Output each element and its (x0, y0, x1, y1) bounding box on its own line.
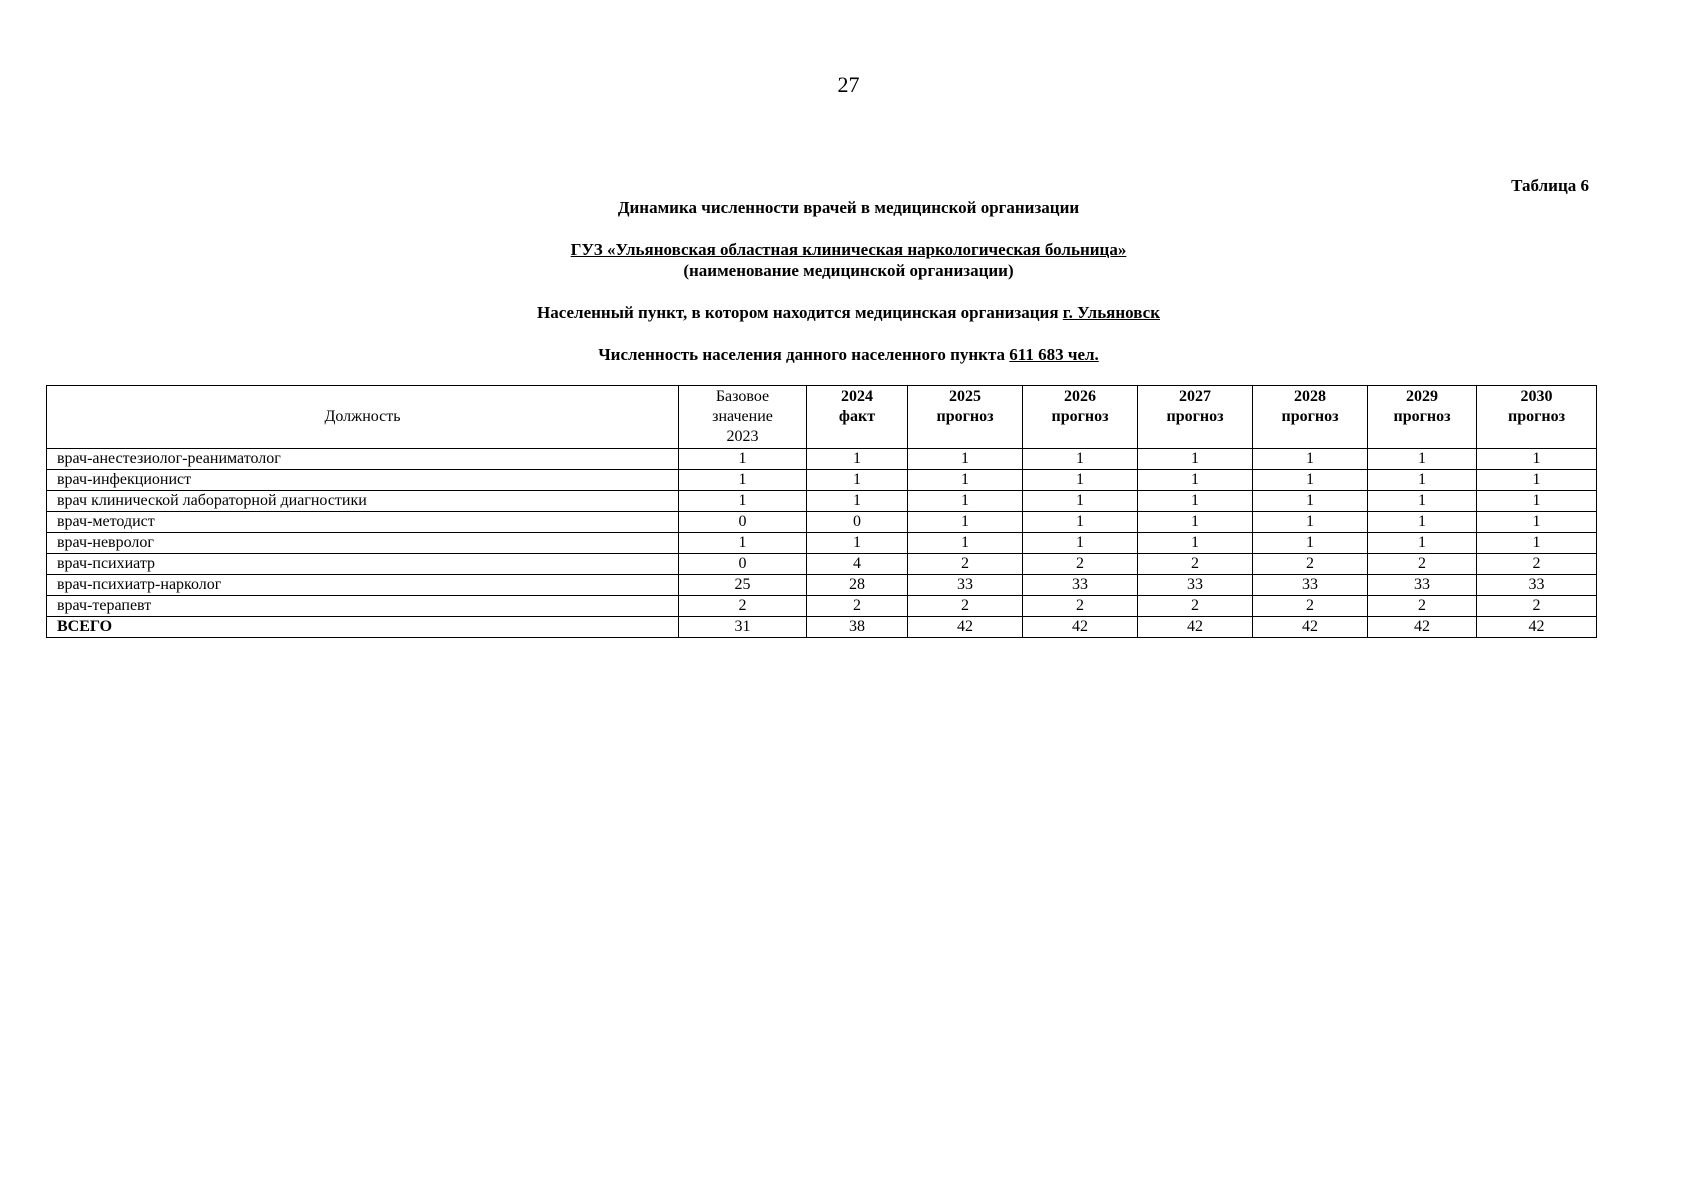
table-total-row (47, 617, 1597, 638)
total-2030: 42 (1477, 617, 1597, 638)
cell-2025: 33 (908, 575, 1023, 596)
row-position-name: врач-методист (47, 512, 679, 533)
locality-label: Населенный пункт, в котором находится медицинская организация (537, 303, 1059, 322)
table-row (47, 449, 1597, 470)
cell-2025: 2 (908, 596, 1023, 617)
population-line (0, 345, 1697, 365)
table-row (47, 491, 1597, 512)
header-base-line1: Базовое (715, 388, 770, 405)
cell-2029: 1 (1368, 491, 1477, 512)
cell-2028: 33 (1253, 575, 1368, 596)
cell-2027: 33 (1138, 575, 1253, 596)
cell-2029: 1 (1368, 449, 1477, 470)
row-position-name: врач-психиатр (47, 554, 679, 575)
total-2027: 42 (1138, 617, 1253, 638)
cell-2025: 1 (908, 512, 1023, 533)
header-2027-year: 2027 (1179, 388, 1211, 405)
organization-name (0, 240, 1697, 260)
document-title: Динамика численности врачей в медицинской организации (617, 198, 1080, 217)
header-2026-year: 2026 (1064, 388, 1096, 405)
row-position-name: врач-невролог (47, 533, 679, 554)
row-position-name: врач-инфекционист (47, 470, 679, 491)
header-2029 (1368, 386, 1477, 449)
header-base (679, 386, 807, 449)
cell-2024: 1 (807, 449, 908, 470)
cell-2030: 2 (1477, 596, 1597, 617)
cell-2024: 28 (807, 575, 908, 596)
header-2028-kind: прогноз (1281, 408, 1339, 425)
cell-2030: 1 (1477, 533, 1597, 554)
header-2026 (1023, 386, 1138, 449)
doctors-table (46, 385, 1597, 638)
header-2027 (1138, 386, 1253, 449)
population-label: Численность населения данного населенного пункта (598, 345, 1006, 364)
cell-2024: 1 (807, 533, 908, 554)
cell-2029: 1 (1368, 533, 1477, 554)
cell-2029: 1 (1368, 470, 1477, 491)
cell-2026: 2 (1023, 596, 1138, 617)
cell-base: 1 (679, 470, 807, 491)
header-2025-year: 2025 (949, 388, 981, 405)
cell-2027: 2 (1138, 554, 1253, 575)
header-2026-kind: прогноз (1051, 408, 1109, 425)
population-value: 611 683 чел. (1009, 345, 1099, 364)
total-2024: 38 (807, 617, 908, 638)
cell-2028: 1 (1253, 449, 1368, 470)
cell-2025: 1 (908, 533, 1023, 554)
cell-2024: 4 (807, 554, 908, 575)
header-2024-kind: факт (838, 408, 876, 425)
total-base: 31 (679, 617, 807, 638)
cell-2026: 33 (1023, 575, 1138, 596)
cell-2030: 1 (1477, 512, 1597, 533)
table-row (47, 554, 1597, 575)
total-2029: 42 (1368, 617, 1477, 638)
total-label: ВСЕГО (47, 617, 679, 638)
cell-base: 1 (679, 533, 807, 554)
header-2030-kind: прогноз (1507, 408, 1566, 425)
header-2030 (1477, 386, 1597, 449)
cell-2027: 2 (1138, 596, 1253, 617)
cell-2029: 2 (1368, 554, 1477, 575)
cell-2029: 33 (1368, 575, 1477, 596)
cell-2027: 1 (1138, 449, 1253, 470)
cell-2030: 1 (1477, 449, 1597, 470)
cell-2025: 1 (908, 449, 1023, 470)
table-row (47, 596, 1597, 617)
cell-2026: 1 (1023, 512, 1138, 533)
row-position-name: врач-психиатр-нарколог (47, 575, 679, 596)
table-row (47, 575, 1597, 596)
header-base-line3: 2023 (726, 428, 759, 445)
cell-base: 0 (679, 512, 807, 533)
cell-2024: 0 (807, 512, 908, 533)
header-position: Должность (47, 386, 679, 449)
header-2025 (908, 386, 1023, 449)
cell-2025: 1 (908, 491, 1023, 512)
cell-2030: 2 (1477, 554, 1597, 575)
locality-line (0, 303, 1697, 323)
row-position-name: врач-анестезиолог-реаниматолог (47, 449, 679, 470)
cell-2030: 1 (1477, 491, 1597, 512)
table-row (47, 533, 1597, 554)
table-header-row (47, 386, 1597, 449)
header-base-line2: значение (712, 408, 773, 425)
cell-2026: 1 (1023, 533, 1138, 554)
table-label: Таблица 6 (1511, 176, 1589, 195)
cell-2028: 2 (1253, 554, 1368, 575)
cell-base: 1 (679, 491, 807, 512)
organization-note: (наименование медицинской организации) (683, 261, 1014, 280)
cell-2026: 1 (1023, 491, 1138, 512)
header-2024 (807, 386, 908, 449)
cell-2028: 2 (1253, 596, 1368, 617)
table-row (47, 512, 1597, 533)
cell-base: 2 (679, 596, 807, 617)
cell-2028: 1 (1253, 470, 1368, 491)
cell-2027: 1 (1138, 512, 1253, 533)
header-2030-year: 2030 (1520, 388, 1553, 405)
header-2024-year: 2024 (841, 388, 873, 405)
cell-base: 0 (679, 554, 807, 575)
cell-2030: 33 (1477, 575, 1597, 596)
cell-base: 1 (679, 449, 807, 470)
table-row (47, 470, 1597, 491)
header-2029-kind: прогноз (1393, 408, 1451, 425)
row-position-name: врач-терапевт (47, 596, 679, 617)
cell-2027: 1 (1138, 533, 1253, 554)
cell-2029: 2 (1368, 596, 1477, 617)
cell-2028: 1 (1253, 512, 1368, 533)
cell-2026: 1 (1023, 470, 1138, 491)
cell-2030: 1 (1477, 470, 1597, 491)
cell-2027: 1 (1138, 470, 1253, 491)
cell-2028: 1 (1253, 533, 1368, 554)
header-2028-year: 2028 (1294, 388, 1326, 405)
locality-value: г. Ульяновск (1062, 303, 1160, 322)
header-2029-year: 2029 (1406, 388, 1438, 405)
cell-2024: 1 (807, 470, 908, 491)
header-2025-kind: прогноз (936, 408, 994, 425)
cell-2029: 1 (1368, 512, 1477, 533)
cell-2024: 1 (807, 491, 908, 512)
cell-2026: 1 (1023, 449, 1138, 470)
cell-2026: 2 (1023, 554, 1138, 575)
cell-2025: 1 (908, 470, 1023, 491)
organization-name-text: ГУЗ «Ульяновская областная клиническая наркологическая больница» (570, 240, 1127, 259)
cell-2027: 1 (1138, 491, 1253, 512)
total-2028: 42 (1253, 617, 1368, 638)
cell-base: 25 (679, 575, 807, 596)
cell-2025: 2 (908, 554, 1023, 575)
total-2025: 42 (908, 617, 1023, 638)
total-2026: 42 (1023, 617, 1138, 638)
cell-2024: 2 (807, 596, 908, 617)
row-position-name: врач клинической лабораторной диагностики (47, 491, 679, 512)
header-2027-kind: прогноз (1166, 408, 1224, 425)
page-number: 27 (837, 72, 860, 97)
cell-2028: 1 (1253, 491, 1368, 512)
header-2028 (1253, 386, 1368, 449)
